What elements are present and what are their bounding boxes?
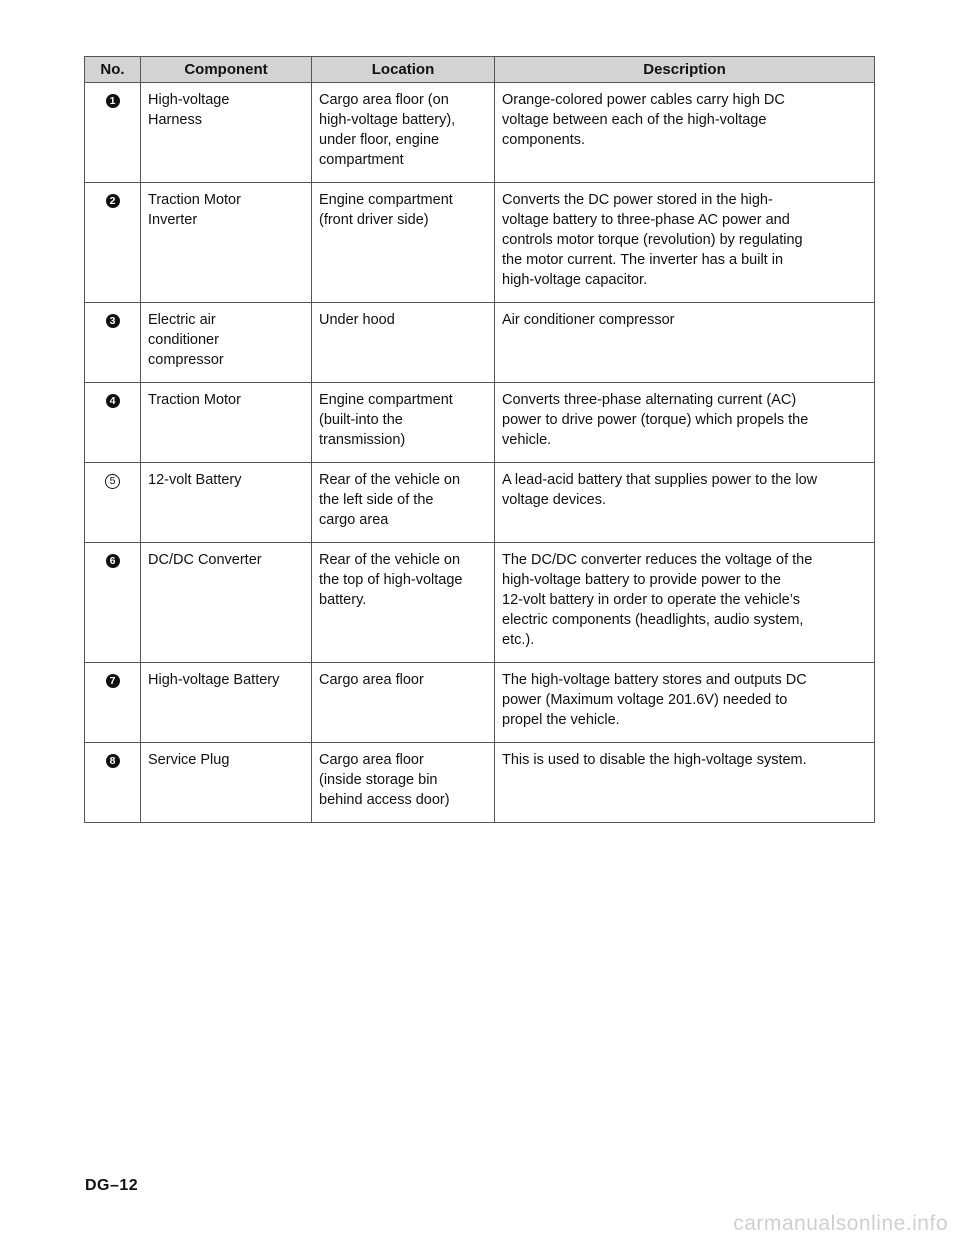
number-badge: 3 [106,314,120,328]
location-cell: Under hood [312,303,495,383]
table-header-row [85,57,875,83]
number-badge: 6 [106,554,120,568]
location-cell: Engine compartment (front driver side) [312,183,495,303]
component-cell: Traction Motor [141,383,312,463]
number-badge: 4 [106,394,120,408]
description-cell: Converts the DC power stored in the high- voltage battery to three-phase AC power and controls motor torque (revolution) by regulating the motor current. The inverter has a built in high-voltage capacitor. [495,183,875,303]
location-cell: Engine compartment (built-into the transmission) [312,383,495,463]
table-row [85,743,875,823]
row-number-cell [85,663,141,743]
row-number-cell [85,183,141,303]
page-number: DG–12 [85,1177,139,1194]
location-cell: Cargo area floor [312,663,495,743]
component-cell: DC/DC Converter [141,543,312,663]
table-row [85,463,875,543]
row-number-cell [85,543,141,663]
component-cell: 12-volt Battery [141,463,312,543]
location-cell: Cargo area floor (inside storage bin behind access door) [312,743,495,823]
table-row [85,543,875,663]
header-component: Component [141,57,312,83]
description-cell: A lead-acid battery that supplies power to the low voltage devices. [495,463,875,543]
description-cell: Air conditioner compressor [495,303,875,383]
component-cell: High-voltage Harness [141,83,312,183]
header-description: Description [495,57,875,83]
number-badge-outline: 5 [105,474,120,489]
component-cell: Electric air conditioner compressor [141,303,312,383]
location-cell: Rear of the vehicle on the left side of the cargo area [312,463,495,543]
component-cell: Service Plug [141,743,312,823]
header-location: Location [312,57,495,83]
number-badge: 8 [106,754,120,768]
table-row [85,83,875,183]
location-cell: Rear of the vehicle on the top of high-voltage battery. [312,543,495,663]
row-number-cell [85,463,141,543]
description-cell: Orange-colored power cables carry high DC voltage between each of the high-voltage components. [495,83,875,183]
watermark: carmanualsonline.info [733,1212,948,1235]
row-number-cell [85,743,141,823]
row-number-cell [85,383,141,463]
component-table [84,56,875,823]
row-number-cell [85,303,141,383]
table-row [85,303,875,383]
description-cell: The DC/DC converter reduces the voltage of the high-voltage battery to provide power to the 12-volt battery in order to operate the vehicle’s electric components (headlights, audio system, etc.). [495,543,875,663]
table-row [85,183,875,303]
description-cell: Converts three-phase alternating current (AC) power to drive power (torque) which propels the vehicle. [495,383,875,463]
component-cell: High-voltage Battery [141,663,312,743]
row-number-cell [85,83,141,183]
number-badge: 7 [106,674,120,688]
description-cell: This is used to disable the high-voltage system. [495,743,875,823]
table-row [85,383,875,463]
number-badge: 2 [106,194,120,208]
component-cell: Traction Motor Inverter [141,183,312,303]
table-row [85,663,875,743]
location-cell: Cargo area floor (on high-voltage battery), under floor, engine compartment [312,83,495,183]
header-no: No. [85,57,141,83]
number-badge: 1 [106,94,120,108]
description-cell: The high-voltage battery stores and outputs DC power (Maximum voltage 201.6V) needed to propel the vehicle. [495,663,875,743]
